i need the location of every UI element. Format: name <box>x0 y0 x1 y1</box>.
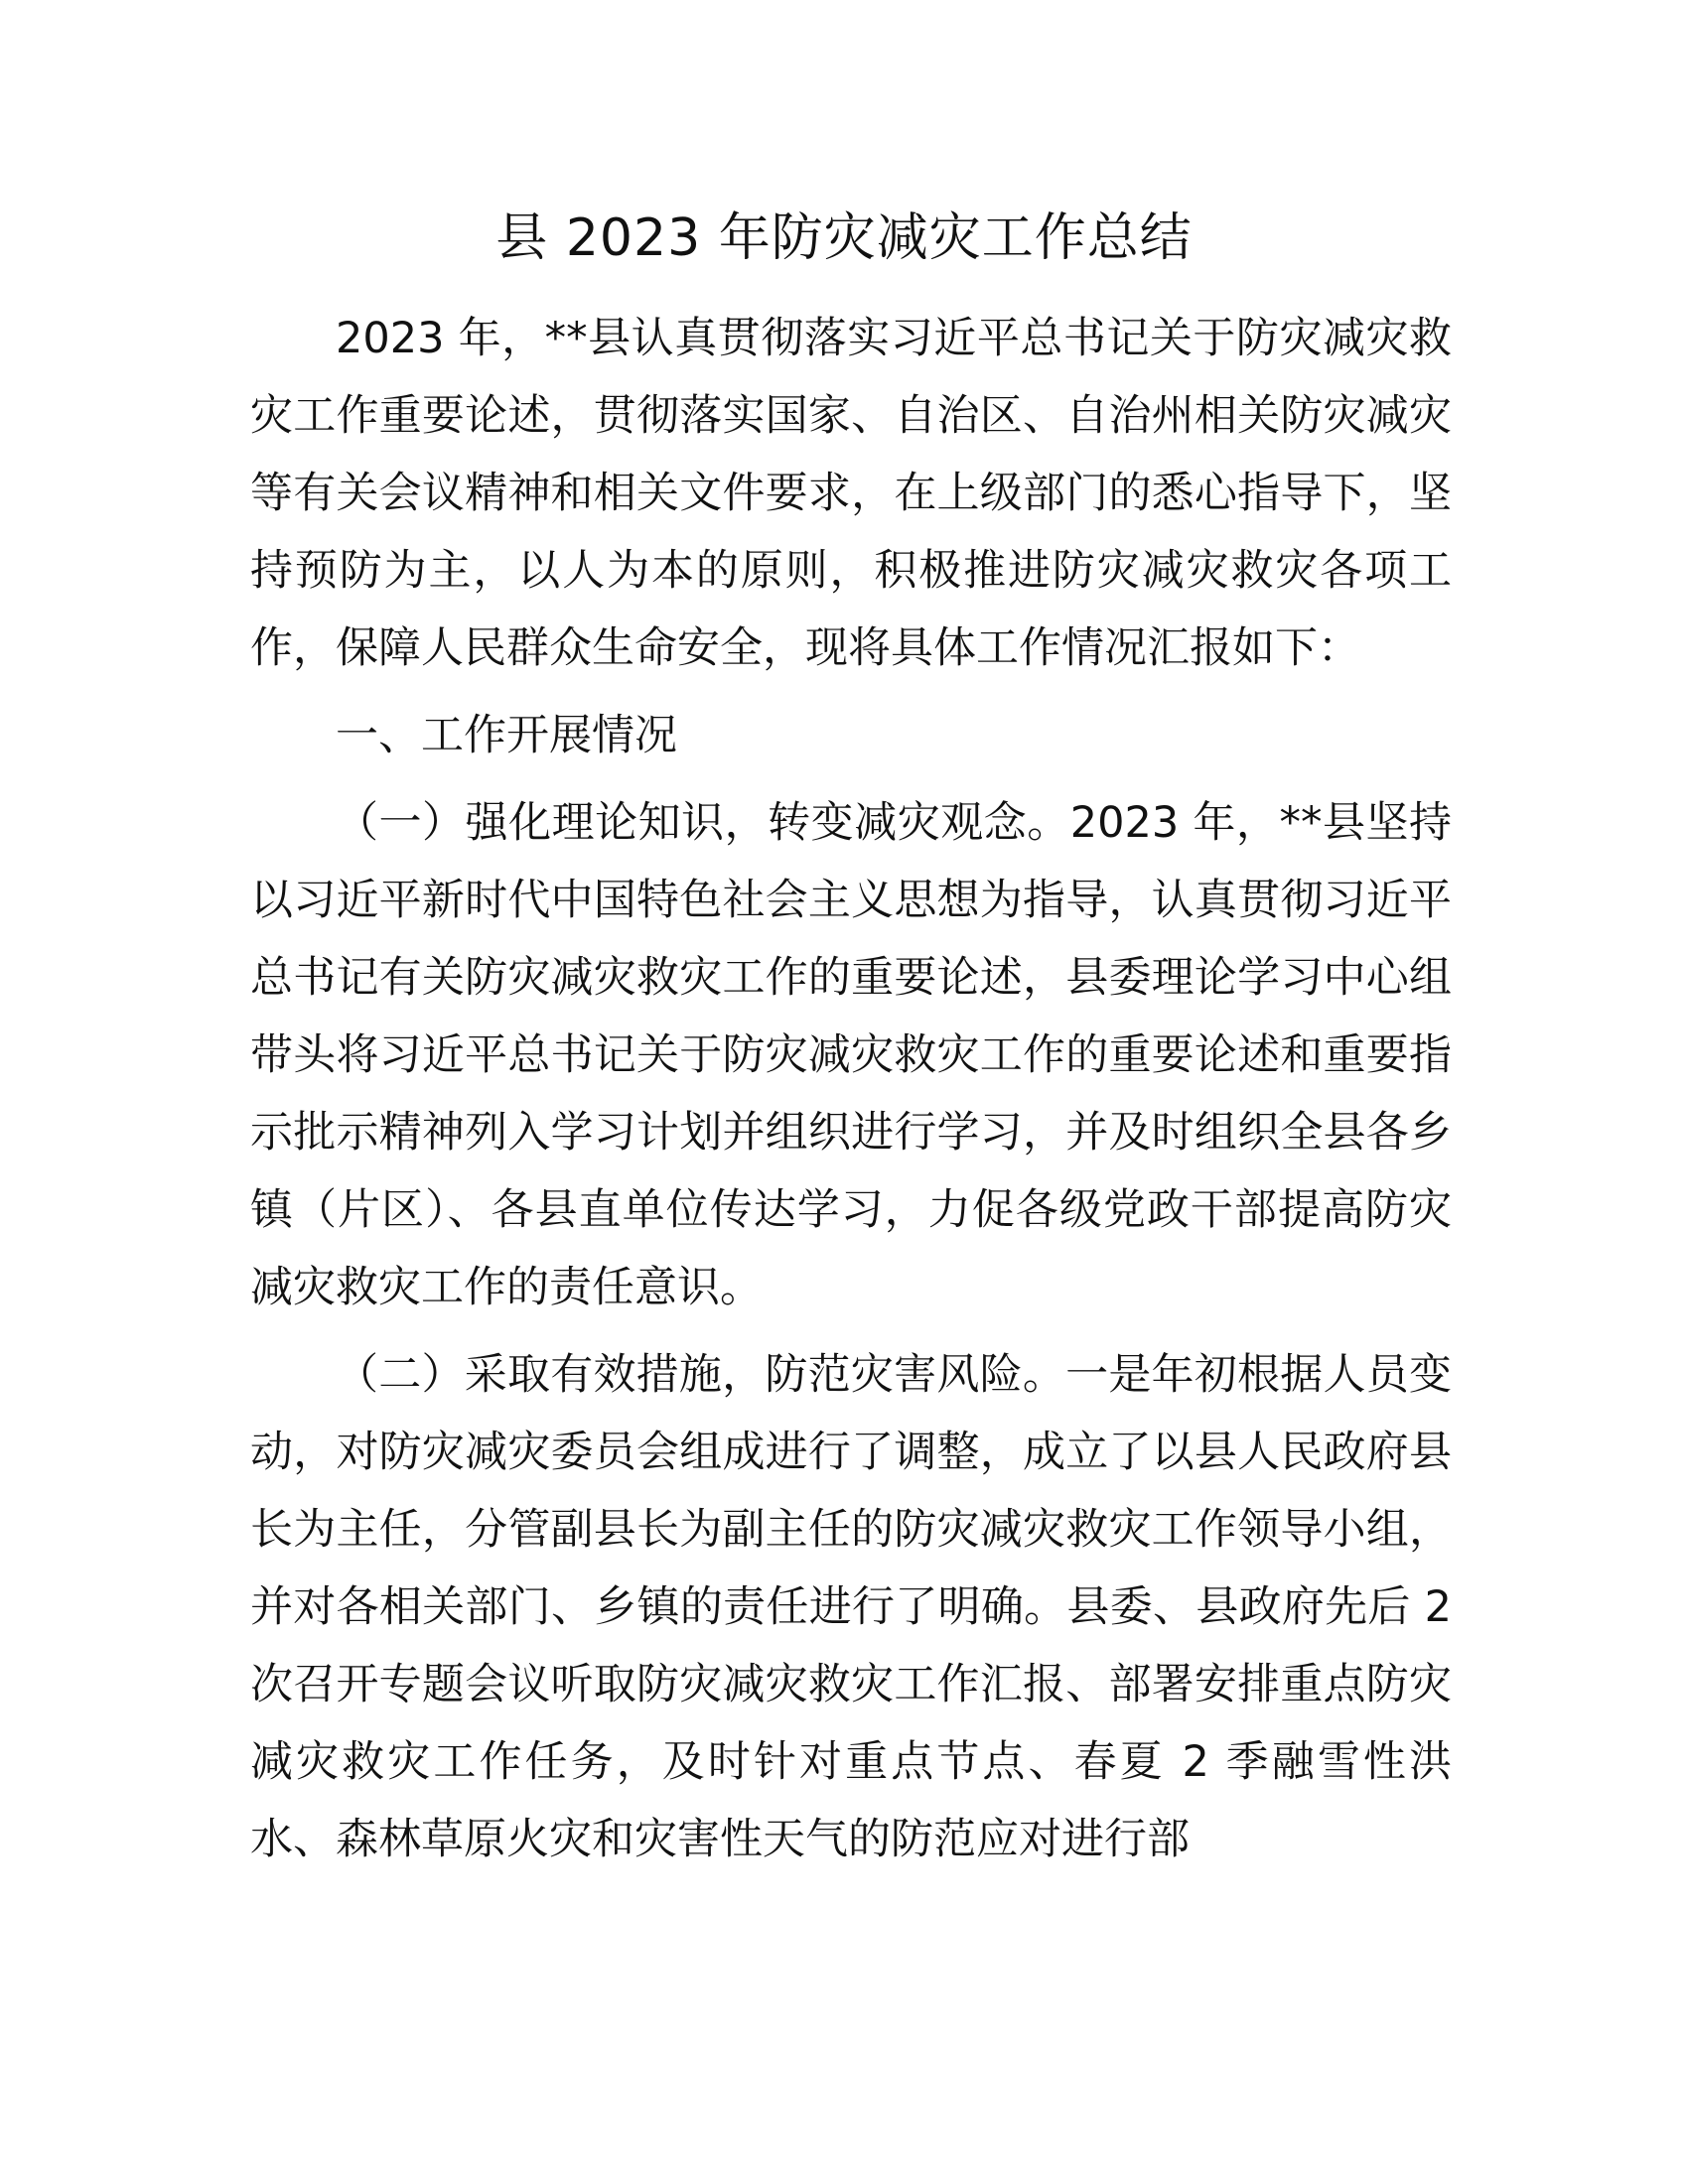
document-body <box>250 300 1452 1878</box>
intro-paragraph: 2023 年，**县认真贯彻落实习近平总书记关于防灾减灾救灾工作重要论述，贯彻落实国家、自治区、自治州相关防灾减灾等有关会议精神和相关文件要求，在上级部门的悉心指导下，坚持预防为主，以人为本的原则，积极推进防灾减灾救灾各项工作，保障人民群众生命安全，现将具体工作情况汇报如下： <box>250 314 1452 673</box>
document-title: 县 2023 年防灾减灾工作总结 <box>495 208 1193 268</box>
section-heading: 一、工作开展情况 <box>336 711 677 760</box>
subsection-paragraph-1: （一）强化理论知识，转变减灾观念。2023 年，**县坚持以习近平新时代中国特色社会主义思想为指导，认真贯彻习近平总书记有关防灾减灾救灾工作的重要论述，县委理论学习中心组带头将习近平总书记关于防灾减灾救灾工作的重要论述和重要指示批示精神列入学习计划并组织进行学习，并及时组织全县各乡镇（片区）、各县直单位传达学习，力促各级党政干部提高防灾减灾救灾工作的责任意识。 <box>250 798 1452 1312</box>
subsection-paragraph-2: （二）采取有效措施，防范灾害风险。一是年初根据人员变动，对防灾减灾委员会组成进行了调整，成立了以县人民政府县长为主任，分管副县长为副主任的防灾减灾救灾工作领导小组，并对各相关部门、乡镇的责任进行了明确。县委、县政府先后 2 次召开专题会议听取防灾减灾救灾工作汇报、部署安排重点防灾减灾救灾工作任务，及时针对重点节点、春夏 2 季融雪性洪水、森林草原火灾和灾害性天气的防范应对进行部 <box>250 1350 1452 1864</box>
